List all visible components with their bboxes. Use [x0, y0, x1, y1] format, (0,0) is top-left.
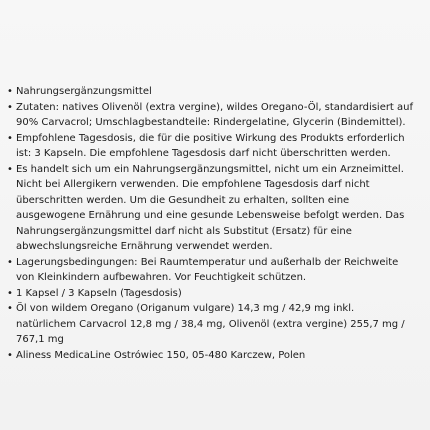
item-line: von Kleinkindern aufbewahren. Vor Feuchtigkeit schützen. — [16, 272, 307, 283]
item-line: Öl von wildem Oregano (Origanum vulgare) 14,3 mg / 42,9 mg inkl. — [16, 303, 355, 314]
bullet-icon: • — [7, 101, 13, 113]
item-line: Nahrungsergänzungsmittel — [16, 86, 152, 97]
item-line: Lagerungsbedingungen: Bei Raumtemperatur und außerhalb der Reichweite — [16, 256, 399, 268]
bullet-icon: • — [7, 303, 13, 314]
list-item-daily-dose — [7, 131, 427, 162]
item-line: Zutaten: natives Olivenöl (extra vergine), wildes Oregano-Öl, standardisiert auf — [16, 101, 413, 113]
item-line: 1 Kapsel / 3 Kapseln (Tagesdosis) — [16, 287, 182, 299]
item-line: Aliness MedicaLine Ostrówiec 150, 05-480 Karczew, Polen — [16, 349, 306, 361]
item-line: Nicht bei Allergikern verwenden. Die empfohlene Tagesdosis darf nicht — [16, 179, 370, 190]
bullet-icon: • — [7, 163, 13, 175]
list-item-serving — [7, 286, 427, 302]
list-item-product-type — [7, 84, 427, 100]
item-line: 767,1 mg — [16, 334, 64, 345]
list-item-warnings — [7, 162, 427, 255]
list-item-ingredients — [7, 100, 427, 131]
item-line: Nahrungsergänzungsmittel darf nicht als Substitut (Ersatz) für eine — [16, 225, 352, 237]
item-line: 90% Carvacrol; Umschlagbestandteile: Rindergelatine, Glycerin (Bindemittel). — [16, 117, 406, 128]
item-line: ausgewogene Ernährung und eine gesunde Lebensweise befolgt werden. Das — [16, 210, 405, 221]
bullet-icon: • — [7, 287, 13, 299]
item-line: ist: 3 Kapseln. Die empfohlene Tagesdosis darf nicht überschritten werden. — [16, 148, 391, 159]
item-line: natürlichem Carvacrol 12,8 mg / 38,4 mg, Olivenöl (extra vergine) 255,7 mg / — [16, 318, 405, 330]
item-line: Es handelt sich um ein Nahrungsergänzungsmittel, nicht um ein Arzneimittel. — [16, 163, 404, 175]
item-line: überschritten werden. Um die Gesundheit zu erhalten, sollten eine — [16, 194, 350, 206]
list-item-manufacturer — [7, 348, 427, 364]
list-item-storage — [7, 255, 427, 286]
item-line: abwechslungsreiche Ernährung verwendet werden. — [16, 241, 273, 252]
item-line: Empfohlene Tagesdosis, die für die positive Wirkung des Produkts erforderlich — [16, 132, 405, 144]
list-item-composition — [7, 301, 427, 348]
bullet-icon: • — [7, 86, 13, 97]
bullet-icon: • — [7, 349, 13, 361]
bullet-icon: • — [7, 256, 13, 268]
product-info-list — [7, 84, 427, 363]
bullet-icon: • — [7, 132, 13, 144]
